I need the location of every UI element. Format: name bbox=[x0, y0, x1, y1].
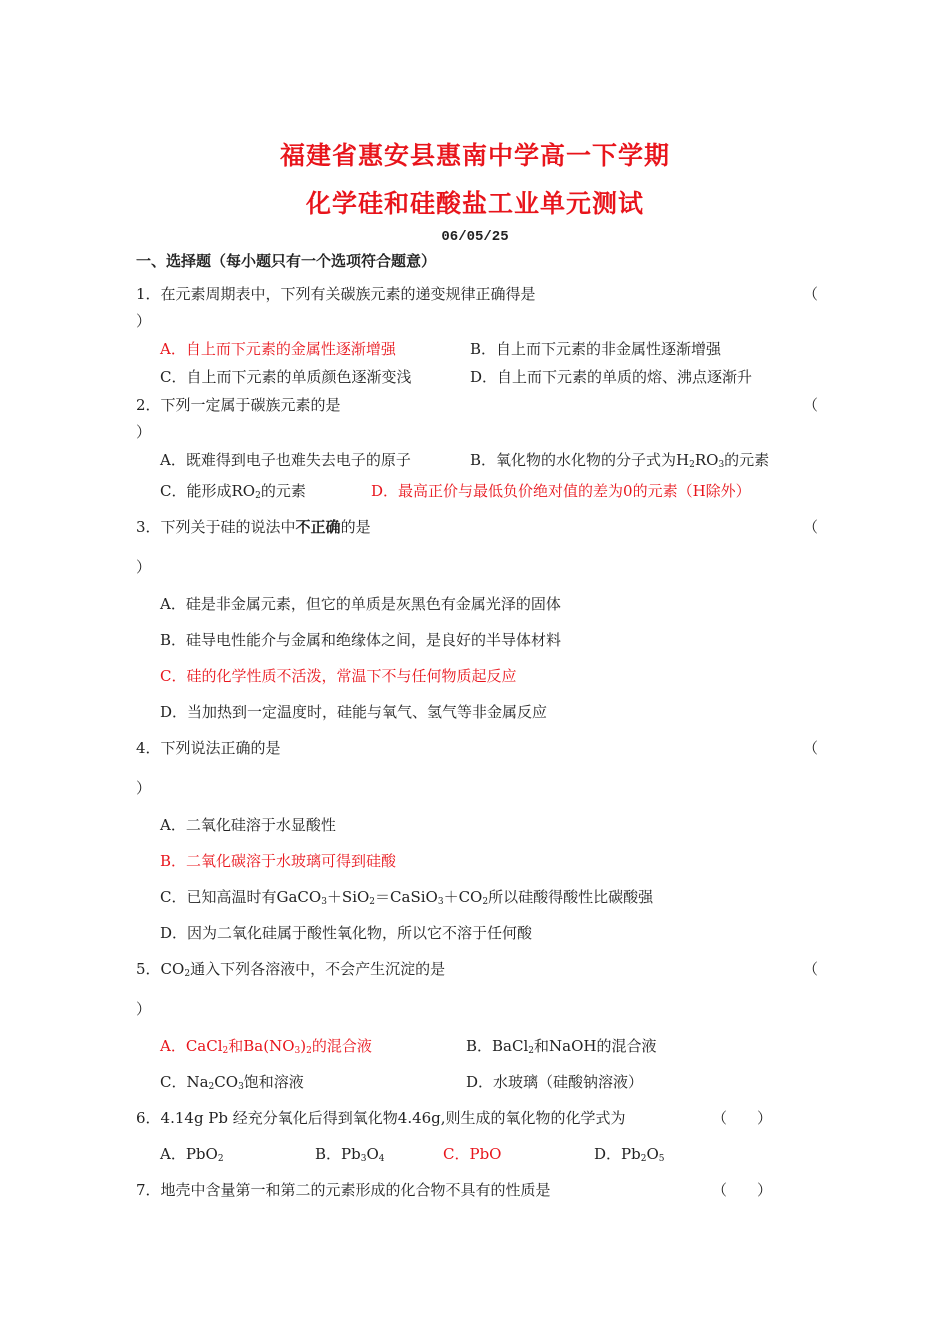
q5-option-d: D．水玻璃（硅酸钠溶液） bbox=[466, 1073, 644, 1091]
q1-option-b: B．自上而下元素的非金属性逐渐增强 bbox=[470, 340, 722, 358]
q3-paren-open: （ bbox=[803, 518, 819, 536]
q5-paren-open: （ bbox=[803, 960, 819, 978]
q4-paren-open: （ bbox=[803, 739, 819, 757]
q4-option-c: C．已知高温时有$GaCO_3+SiO_2=CaSiO_3+CO_2$所以硅酸得酸性比碳酸强 bbox=[160, 888, 654, 907]
q3-option-b: B．硅导电性能介与金属和绝缘体之间，是良好的半导体材料 bbox=[160, 631, 562, 649]
q1-stem: 1．在元素周期表中，下列有关碳族元素的递变规律正确得是 bbox=[136, 285, 536, 303]
q3-stem: 3．下列关于硅的说法中不正确的是 bbox=[136, 518, 371, 536]
q5-option-a: A．CaCl$_2$和$Ba(NO_3)_2$的混合液 bbox=[160, 1037, 372, 1056]
q1-option-c: C．自上而下元素的单质颜色逐渐变浅 bbox=[160, 368, 412, 386]
q2-option-b: B．氧化物的水化物的分子式为$H_2RO_3$的元素 bbox=[470, 451, 770, 470]
q2-stem: 2．下列一定属于碳族元素的是 bbox=[136, 396, 341, 414]
q3-option-a: A．硅是非金属元素，但它的单质是灰黑色有金属光泽的固体 bbox=[160, 595, 561, 613]
q3-paren-close: ） bbox=[136, 558, 152, 576]
q6-paren: （ ） bbox=[712, 1109, 773, 1127]
q2-paren-open: （ bbox=[803, 396, 819, 414]
q7-paren: （ ） bbox=[712, 1181, 773, 1199]
section-heading: 一、选择题（每小题只有一个选项符合题意） bbox=[136, 252, 437, 270]
q4-option-d: D．因为二氧化硅属于酸性氧化物，所以它不溶于任何酸 bbox=[160, 924, 533, 942]
q5-paren-close: ） bbox=[136, 1000, 152, 1018]
q3-option-c: C．硅的化学性质不活泼，常温下不与任何物质起反应 bbox=[160, 667, 517, 685]
q5-stem: 5．$CO_2$通入下列各溶液中，不会产生沉淀的是 bbox=[136, 960, 446, 979]
q6-option-a: A．PbO$_2$ bbox=[160, 1145, 224, 1164]
q1-option-a: A．自上而下元素的金属性逐渐增强 bbox=[160, 340, 396, 358]
q4-paren-close: ） bbox=[136, 779, 152, 797]
q1-paren-open: （ bbox=[803, 285, 819, 303]
exam-date: 06/05/25 bbox=[441, 229, 509, 245]
title-line-1: 福建省惠安县惠南中学高一下学期 bbox=[279, 141, 670, 170]
title-line-2: 化学硅和硅酸盐工业单元测试 bbox=[305, 189, 644, 218]
q7-stem: 7．地壳中含量第一和第二的元素形成的化合物不具有的性质是 bbox=[136, 1181, 551, 1199]
q6-option-b: B．$Pb_3O_4$ bbox=[315, 1145, 385, 1164]
q2-paren-close: ） bbox=[136, 423, 152, 441]
q2-option-c: C．能形成$RO_2$的元素 bbox=[160, 482, 306, 501]
q6-option-c: C．PbO bbox=[443, 1145, 502, 1163]
q2-option-a: A．既难得到电子也难失去电子的原子 bbox=[160, 451, 411, 469]
q1-option-d: D．自上而下元素的单质的熔、沸点逐渐升 bbox=[470, 368, 753, 386]
q6-option-d: D．$Pb_2O_5$ bbox=[594, 1145, 665, 1164]
q5-option-c: C．$Na_2CO_3$饱和溶液 bbox=[160, 1073, 304, 1092]
q4-option-b: B．二氧化碳溶于水玻璃可得到硅酸 bbox=[160, 852, 397, 870]
q1-paren-close: ） bbox=[136, 312, 152, 330]
q2-option-d: D．最高正价与最低负价绝对值的差为0的元素（H除外） bbox=[371, 482, 751, 500]
q6-stem: 6．4.14g Pb 经充分氧化后得到氧化物4.46g,则生成的氧化物的化学式为 bbox=[136, 1109, 626, 1127]
q3-option-d: D．当加热到一定温度时，硅能与氧气、氢气等非金属反应 bbox=[160, 703, 548, 721]
q4-option-a: A．二氧化硅溶于水显酸性 bbox=[160, 816, 336, 834]
q4-stem: 4．下列说法正确的是 bbox=[136, 739, 281, 757]
q5-option-b: B．BaCl$_2$和NaOH的混合液 bbox=[466, 1037, 657, 1056]
